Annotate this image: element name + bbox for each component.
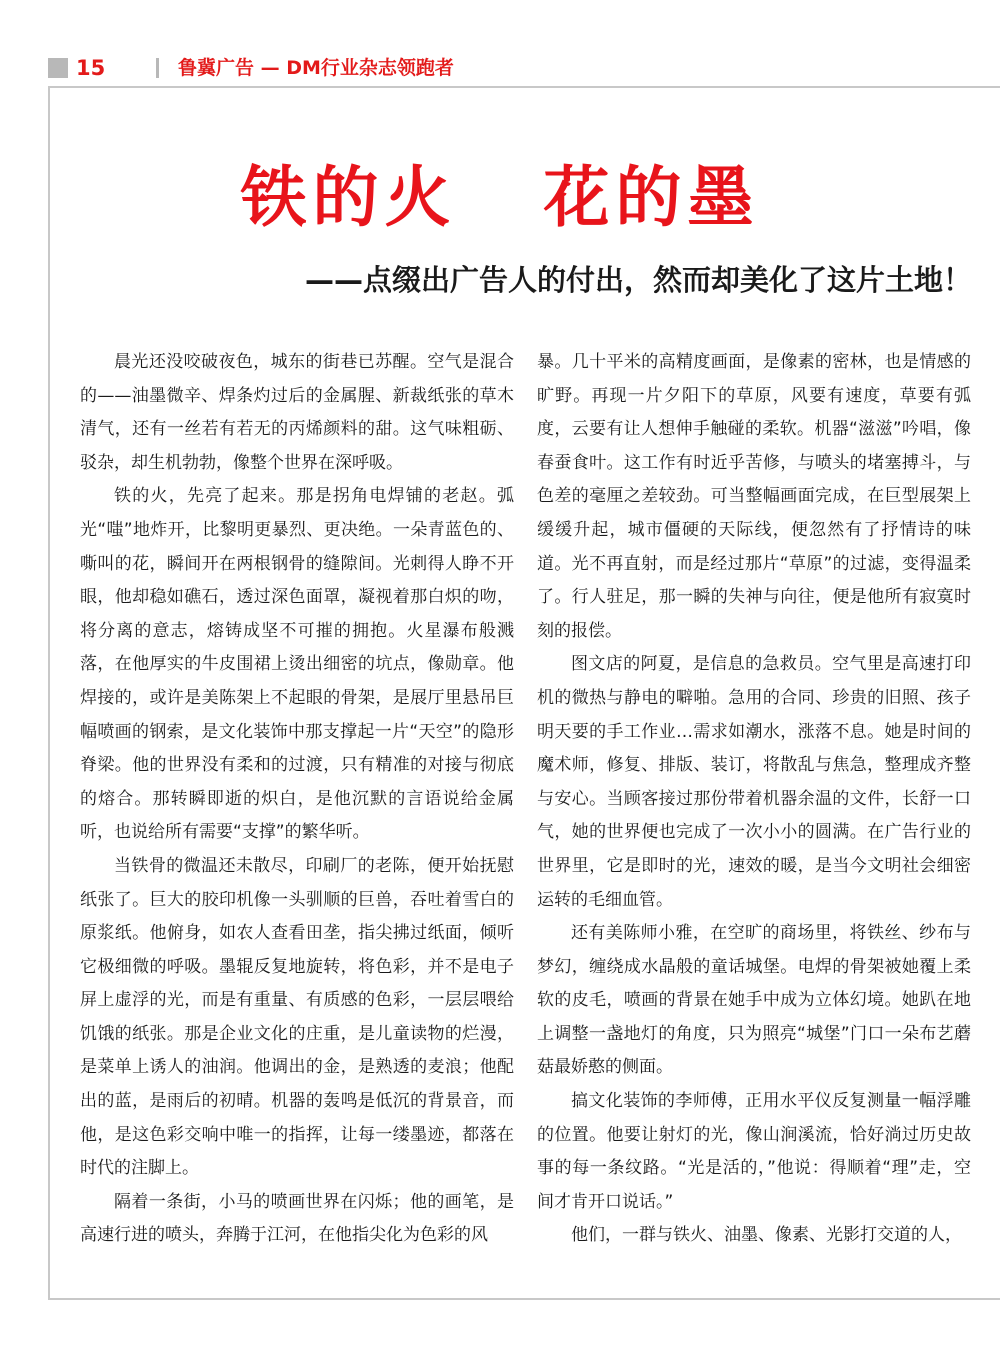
paragraph: 还有美陈师小雅，在空旷的商场里，将铁丝、纱布与梦幻，缠绕成水晶般的童话城堡。电焊的骨架被她覆上柔软的皮毛，喷画的背景在她手中成为立体幻境。她趴在地上调整一盏地灯的角度，只为照亮“城堡”门口一朵布艺蘑菇最娇憨的侧面。 <box>537 923 971 1078</box>
magazine-tagline: 鲁冀广告 — DM行业杂志领跑者 <box>178 57 454 79</box>
paragraph-continued: 暴。几十平米的高精度画面，是像素的密林，也是情感的旷野。再现一片夕阳下的草原，风要有速度，草要有弧度，云要有让人想伸手触碰的柔软。机器“滋滋”吟唱，像春蚕食叶。这工作有时近乎苦修，与喷头的堵塞搏斗，与色差的毫厘之差较劲。可当整幅画面完成，在巨型展架上缓缓升起，城市僵硬的天际线，便忽然有了抒情诗的味道。光不再直射，而是经过那片“草原”的过滤，变得温柔了。行人驻足，那一瞬的失神与向往，便是他所有寂寞时刻的报偿。 <box>537 352 971 641</box>
article-column-left <box>80 346 514 1253</box>
paragraph: 他们，一群与铁火、油墨、像素、光影打交道的人， <box>571 1225 962 1246</box>
page-header <box>48 52 608 84</box>
paragraph: 图文店的阿夏，是信息的急救员。空气里是高速打印机的微热与静电的噼啪。急用的合同、珍贵的旧照、孩子明天要的手工作业…需求如潮水，涨落不息。她是时间的魔术师，修复、排版、装订，将散乱与焦急，整理成齐整与安心。当顾客接过那份带着机器余温的文件，长舒一口气，她的世界便也完成了一次小小的圆满。在广告行业的世界里，它是即时的光，速效的暖，是当今文明社会细密运转的毛细血管。 <box>537 654 971 910</box>
paragraph: 当铁骨的微温还未散尽，印刷厂的老陈，便开始抚慰纸张了。巨大的胶印机像一头驯顺的巨兽，吞吐着雪白的原浆纸。他俯身，如农人查看田垄，指尖拂过纸面，倾听它极细微的呼吸。墨辊反复地旋转，将色彩，并不是电子屏上虚浮的光，而是有重量、有质感的色彩，一层层喂给饥饿的纸张。那是企业文化的庄重，是儿童读物的烂漫，是菜单上诱人的油润。他调出的金，是熟透的麦浪；他配出的蓝，是雨后的初晴。机器的轰鸣是低沉的背景音，而他，是这色彩交响中唯一的指挥，让每一缕墨迹，都落在时代的注脚上。 <box>80 855 514 1179</box>
article-column-right <box>537 346 971 1253</box>
frame-line-top <box>48 86 1000 88</box>
header-square-marker <box>48 58 68 78</box>
paragraph: 铁的火，先亮了起来。那是拐角电焊铺的老赵。弧光“嗤”地炸开，比黎明更暴烈、更决绝。一朵青蓝色的、嘶叫的花，瞬间开在两根钢骨的缝隙间。光刺得人睁不开眼，他却稳如礁石，透过深色面罩，凝视着那白炽的吻，将分离的意志，熔铸成坚不可摧的拥抱。火星瀑布般溅落，在他厚实的牛皮围裙上烫出细密的坑点，像勋章。他焊接的，或许是美陈架上不起眼的骨架，是展厅里悬吊巨幅喷画的钢索，是文化装饰中那支撑起一片“天空”的隐形脊梁。他的世界没有柔和的过渡，只有精准的对接与彻底的熔合。那转瞬即逝的炽白，是他沉默的言语说给金属听，也说给所有需要“支撑”的繁华听。 <box>80 486 514 843</box>
paragraph: 搞文化装饰的李师傅，正用水平仪反复测量一幅浮雕的位置。他要让射灯的光，像山涧溪流，恰好淌过历史故事的每一条纹路。“光是活的，”他说：得顺着“理”走，空间才肯开口说话。” <box>537 1091 971 1212</box>
frame-line-bottom <box>48 1298 1000 1300</box>
paragraph: 晨光还没咬破夜色，城东的街巷已苏醒。空气是混合的——油墨微辛、焊条灼过后的金属腥、新裁纸张的草木清气，还有一丝若有若无的丙烯颜料的甜。这气味粗砺、驳杂，却生机勃勃，像整个世界在深呼吸。 <box>80 352 514 473</box>
header-divider <box>156 58 159 78</box>
paragraph: 隔着一条街，小马的喷画世界在闪烁；他的画笔，是高速行进的喷头，奔腾于江河，在他指尖化为色彩的风 <box>80 1191 514 1246</box>
article-subtitle: ——点缀出广告人的付出，然而却美化了这片土地！ <box>304 263 972 297</box>
frame-line-left <box>48 86 50 1300</box>
page-number: 15 <box>76 56 106 80</box>
article-title: 铁的火 花的墨 <box>240 159 760 236</box>
